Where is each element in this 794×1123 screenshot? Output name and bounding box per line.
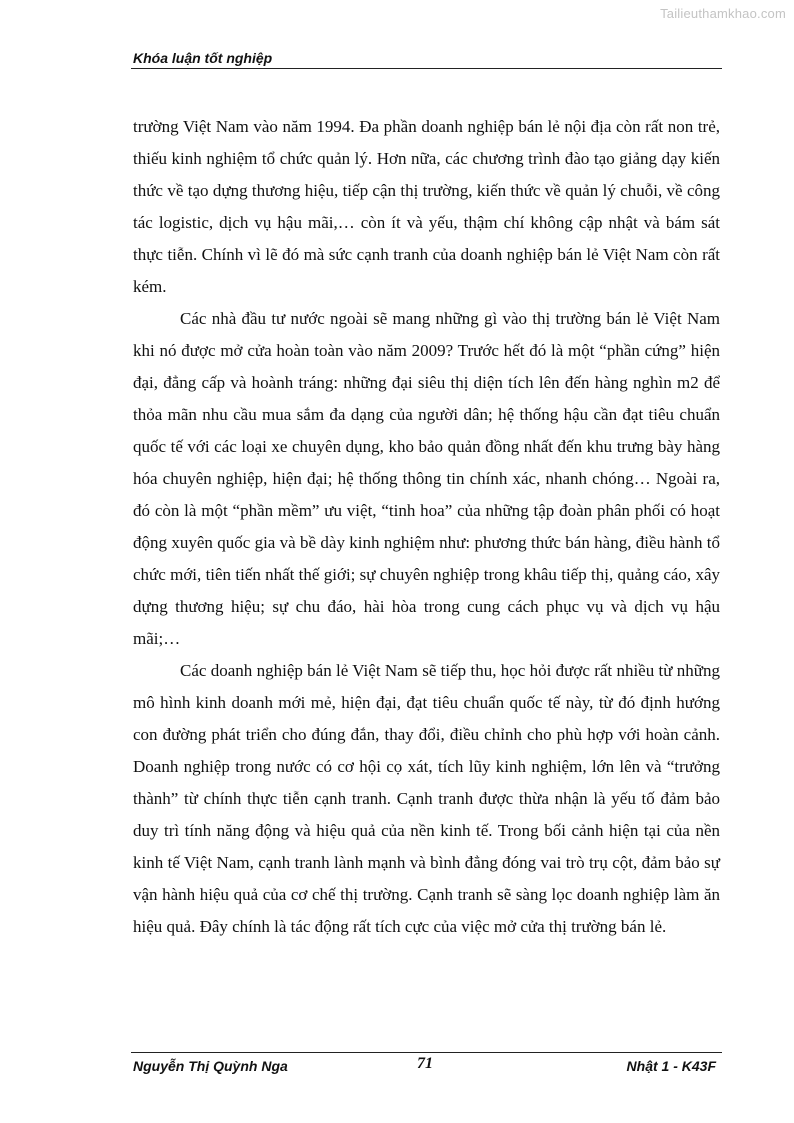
paragraph-foreign-investors: Các nhà đầu tư nước ngoài sẽ mang những gì vào thị trường bán lẻ Việt Nam khi nó được mở cửa hoàn toàn vào năm 2009? Trước hết đó là một “phần cứng” hiện đại, đẳng cấp và hoành tráng: những đại siêu thị diện tích lên đến hàng nghìn m2 để thỏa mãn nhu cầu mua sắm đa dạng của người dân; hệ thống hậu cần đạt tiêu chuẩn quốc tế với các loại xe chuyên dụng, kho bảo quản đồng nhất đến khu trưng bày hàng hóa chuyên nghiệp, hiện đại; hệ thống thông tin chính xác, nhanh chóng… Ngoài ra, đó còn là một “phần mềm” ưu việt, “tinh hoa” của những tập đoàn phân phối có hoạt động xuyên quốc gia và bề dày kinh nghiệm như: phương thức bán hàng, điều hành tổ chức mới, tiên tiến nhất thế giới; sự chuyên nghiệp trong khâu tiếp thị, quảng cáo, xây dựng thương hiệu; sự chu đáo, hài hòa trong cung cách phục vụ và dịch vụ hậu mãi;…: [133, 309, 720, 648]
footer-author: Nguyễn Thị Quỳnh Nga: [133, 1058, 288, 1074]
page-number: 71: [417, 1055, 433, 1072]
header-divider: [131, 68, 722, 69]
paragraph-continuation: trường Việt Nam vào năm 1994. Đa phần doanh nghiệp bán lẻ nội địa còn rất non trẻ, thiếu kinh nghiệm tổ chức quản lý. Hơn nữa, các chương trình đào tạo giảng dạy kiến thức về tạo dựng thương hiệu, tiếp cận thị trường, kiến thức về quản lý chuỗi, về công tác logistic, dịch vụ hậu mãi,… còn ít và yếu, thậm chí không cập nhật và bám sát thực tiễn. Chính vì lẽ đó mà sức cạnh tranh của doanh nghiệp bán lẻ Việt Nam còn rất kém.: [133, 117, 720, 296]
document-header-title: Khóa luận tốt nghiệp: [133, 50, 273, 66]
paragraph-domestic-enterprises: Các doanh nghiệp bán lẻ Việt Nam sẽ tiếp thu, học hỏi được rất nhiều từ những mô hình kinh doanh mới mẻ, hiện đại, đạt tiêu chuẩn quốc tế này, từ đó định hướng con đường phát triển cho đúng đắn, thay đổi, điều chỉnh cho phù hợp với hoàn cảnh. Doanh nghiệp trong nước có cơ hội cọ xát, tích lũy kinh nghiệm, lớn lên và “trưởng thành” từ chính thực tiễn cạnh tranh. Cạnh tranh được thừa nhận là yếu tố đảm bảo duy trì tính năng động và hiệu quả của nền kinh tế. Trong bối cảnh hiện tại của nền kinh tế Việt Nam, cạnh tranh lành mạnh và bình đẳng đóng vai trò trụ cột, đảm bảo sự vận hành hiệu quả của cơ chế thị trường. Cạnh tranh sẽ sàng lọc doanh nghiệp làm ăn hiệu quả. Đây chính là tác động rất tích cực của việc mở cửa thị trường bán lẻ.: [133, 661, 720, 936]
watermark-text: Tailieuthamkhao.com: [660, 6, 786, 21]
footer-class-label: Nhật 1 - K43F: [626, 1058, 716, 1074]
document-body: [133, 111, 720, 943]
footer-divider: [131, 1052, 722, 1053]
